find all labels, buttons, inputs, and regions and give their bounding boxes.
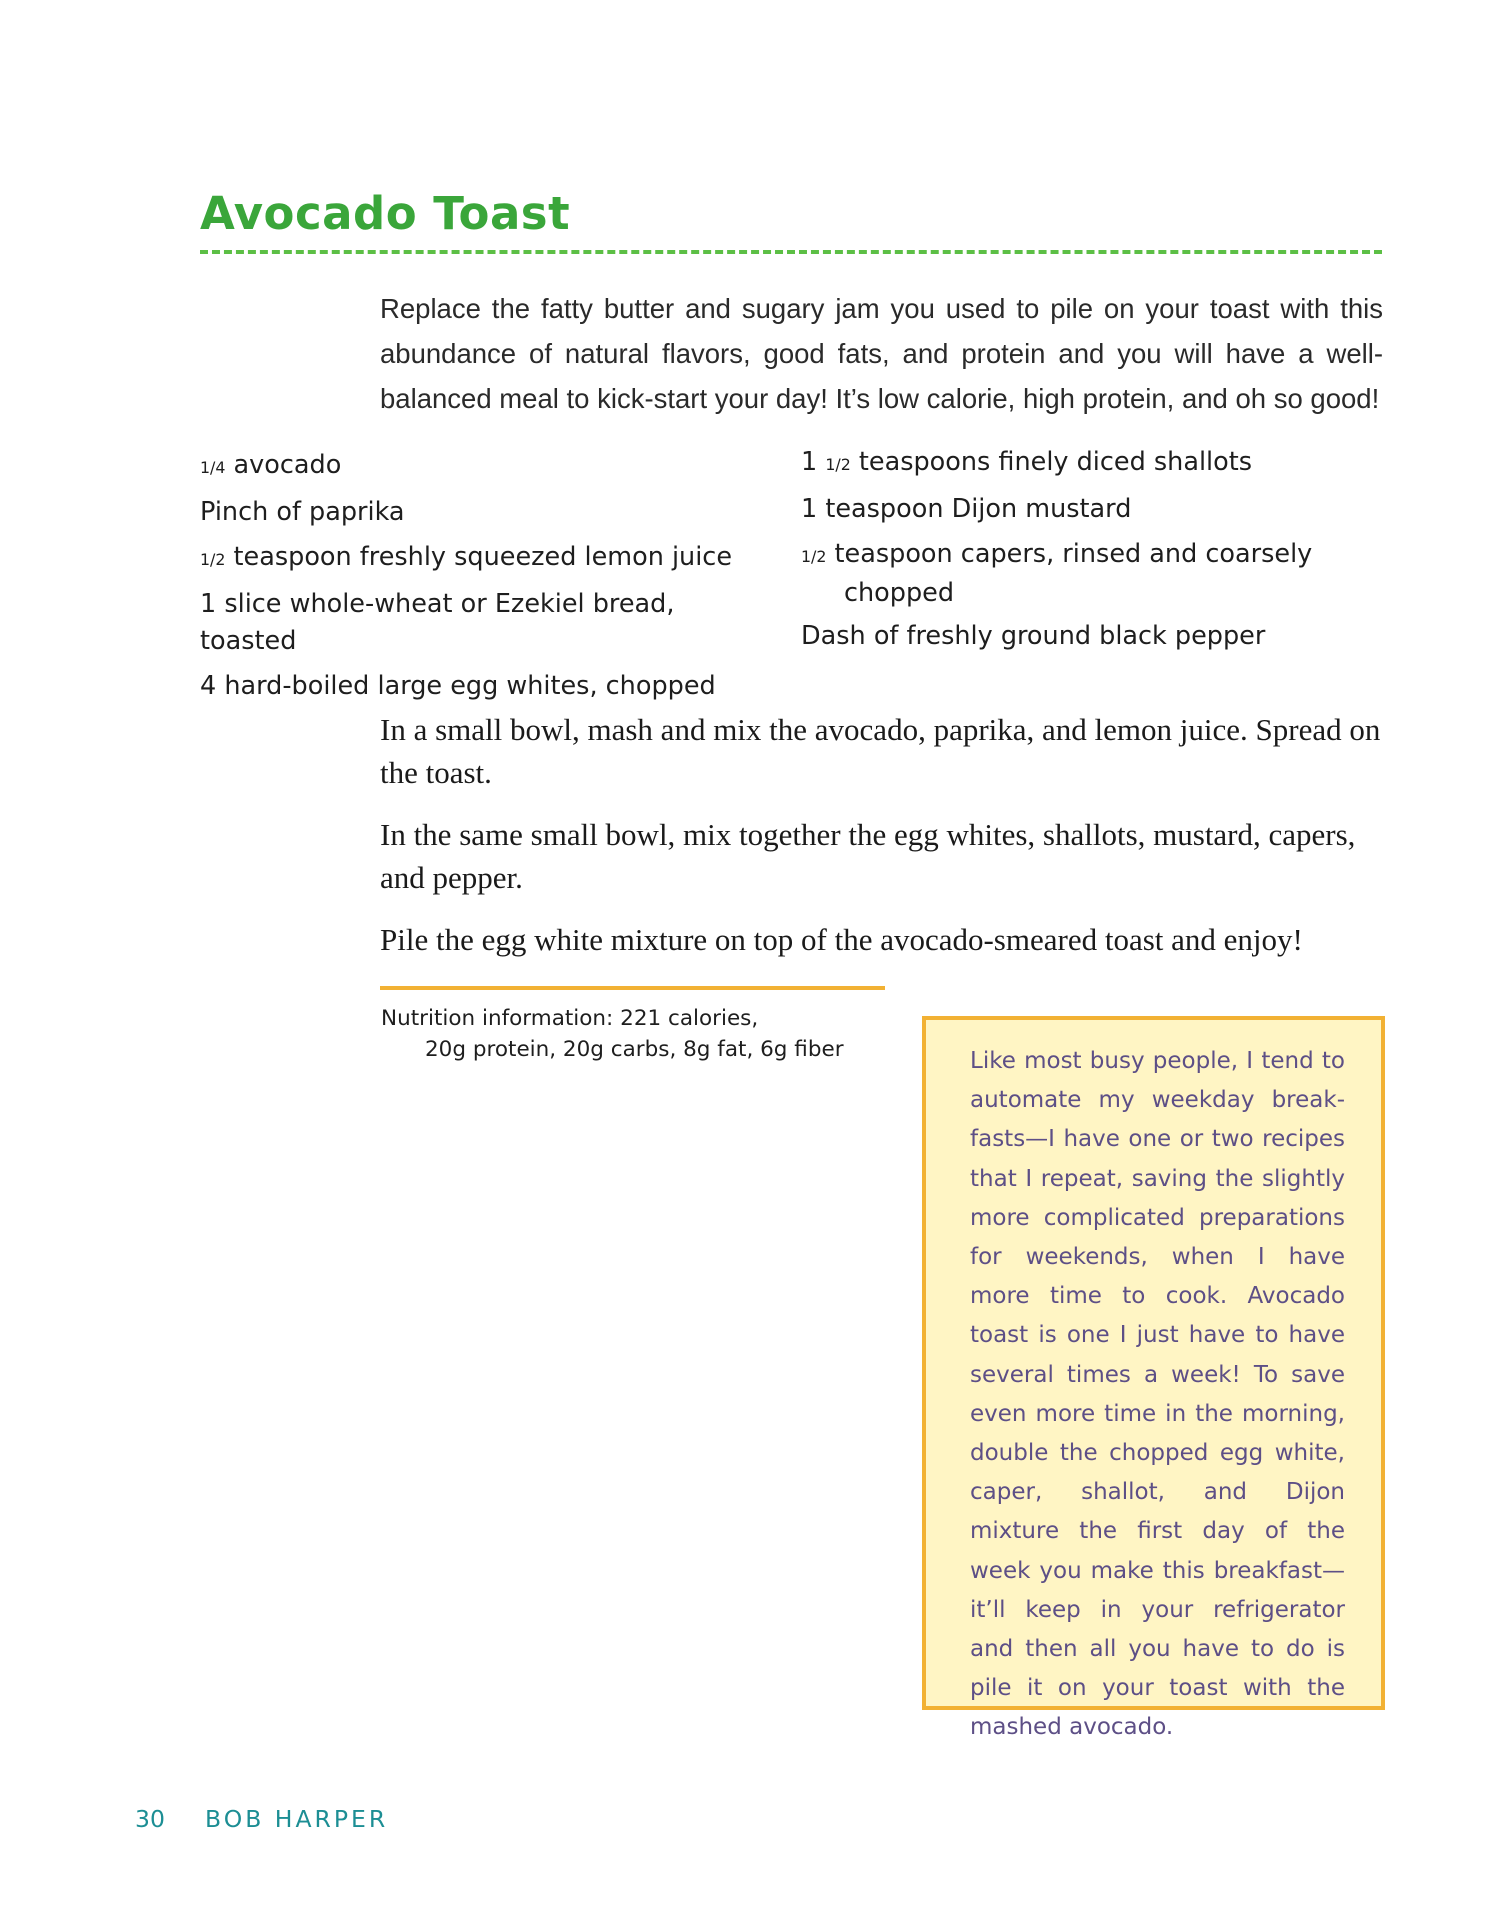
- ingredients-right-column: [801, 444, 1361, 663]
- running-footer-author: BOB HARPER: [205, 1805, 389, 1833]
- ingredient-text: Pinch of paprika: [200, 497, 405, 527]
- tip-text: Like most busy people, I tend to automate my weekday breakfasts—I have one or two recipes that I repeat, saving the slightly more complicated preparations for weekends, when I have more time to cook. Avocado toast is one I just have to have several times a week! To save even more time in the morning, double the chopped egg white, caper, shallot, and Dijon mixture the first day of the week you make this breakfast—it’ll keep in your refrigerator and then all you have to do is pile it on your toast with the mashed avocado.: [970, 1048, 1345, 1741]
- ingredient-text: teaspoon freshly squeezed lemon juice: [225, 542, 733, 572]
- page-number: 30: [135, 1805, 165, 1833]
- direction-step-2: In the same small bowl, mix together the egg whites, shallots, mustard, capers, and pepper.: [380, 817, 1356, 895]
- recipe-intro: Replace the fatty butter and sugary jam you used to pile on your toast with this abundance of natural flavors, good fats, and protein and you will have a well-balanced meal to kick-start your day! It’s low calorie, high protein, and oh so good!: [380, 293, 1383, 414]
- ingredient-fraction: 1/2: [801, 547, 827, 566]
- directions: [380, 708, 1384, 980]
- ingredient-item: [200, 539, 760, 578]
- tip-sidebar-box: [922, 1016, 1385, 1741]
- ingredient-whole-number: 1: [801, 447, 826, 477]
- ingredient-item: [200, 447, 760, 486]
- ingredient-item: [801, 491, 1361, 528]
- ingredient-text: 1 teaspoon Dijon mustard: [801, 494, 1132, 524]
- recipe-title: Avocado Toast: [200, 187, 571, 240]
- ingredient-item: [801, 444, 1361, 483]
- nutrition-divider: [380, 986, 885, 990]
- nutrition-information: [381, 1003, 901, 1065]
- direction-step-1: In a small bowl, mash and mix the avocado, paprika, and lemon juice. Spread on the toast.: [380, 712, 1381, 790]
- ingredient-fraction: 1/2: [200, 550, 226, 569]
- ingredient-text: 4 hard-boiled large egg whites, chopped: [200, 671, 716, 701]
- direction-step-3: Pile the egg white mixture on top of the avocado-smeared toast and enjoy!: [380, 922, 1303, 957]
- ingredient-item: [200, 668, 760, 705]
- ingredient-text: teaspoons finely diced shallots: [850, 447, 1253, 477]
- ingredient-item: [200, 494, 760, 531]
- ingredient-item: [200, 586, 760, 660]
- ingredient-text: teaspoon capers, rinsed and coarsely chopped: [826, 539, 1313, 608]
- ingredient-text: Dash of freshly ground black pepper: [801, 621, 1266, 651]
- ingredient-text: avocado: [225, 450, 342, 480]
- ingredient-item: [801, 536, 1361, 612]
- nutrition-line-1: Nutrition information: 221 calories,: [381, 1006, 759, 1031]
- ingredient-text: 1 slice whole-wheat or Ezekiel bread, toasted: [200, 589, 675, 656]
- ingredients-left-column: [200, 447, 760, 713]
- ingredient-fraction: 1/2: [825, 455, 851, 474]
- nutrition-line-2: 20g protein, 20g carbs, 8g fat, 6g fiber: [425, 1037, 844, 1062]
- title-dashed-rule: [200, 250, 1382, 254]
- ingredient-item: [801, 618, 1361, 655]
- ingredient-fraction: 1/4: [200, 458, 226, 477]
